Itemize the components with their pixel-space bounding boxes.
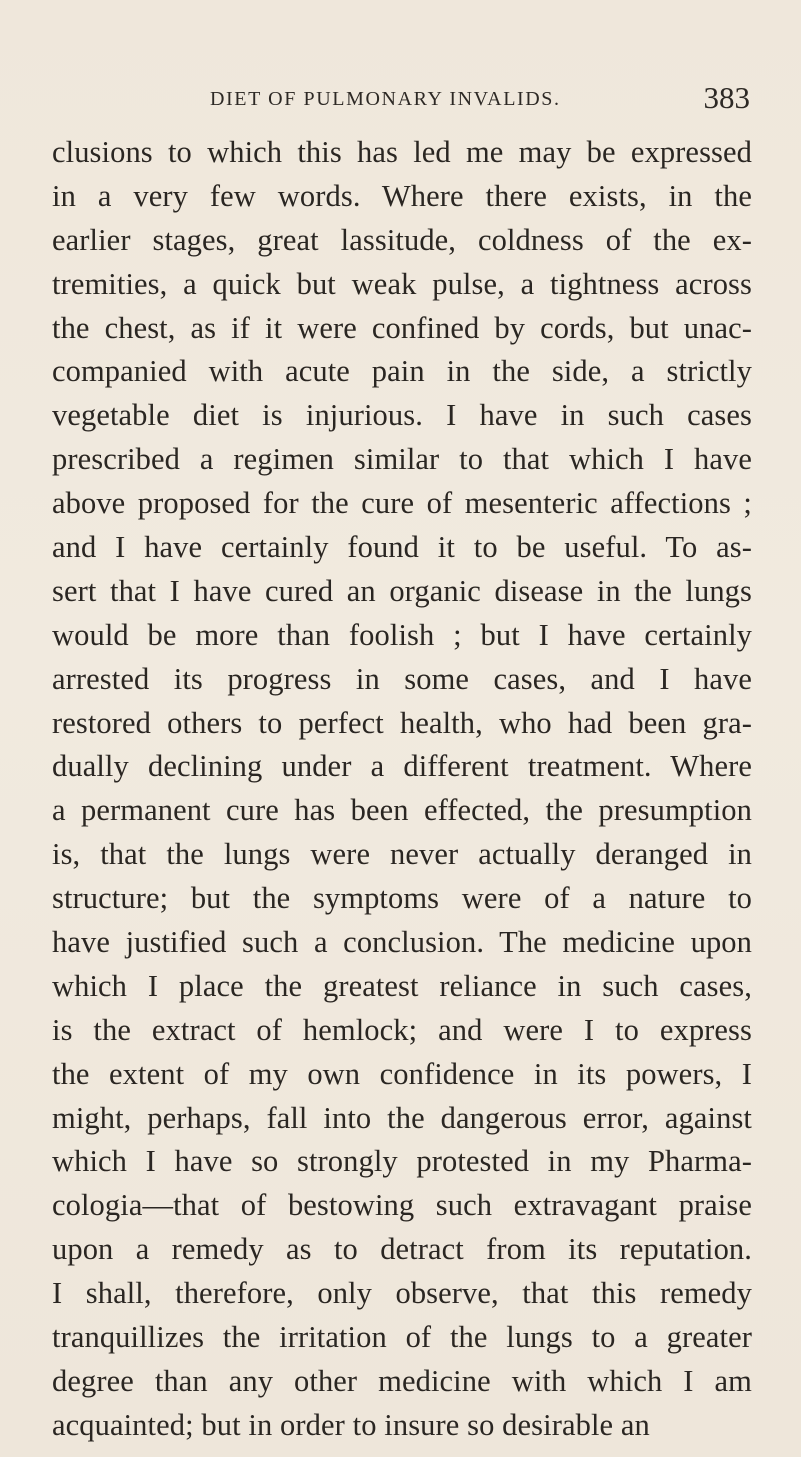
page-number: 383 — [703, 80, 750, 115]
text-line: which I have so strongly protested in my Pharma- — [52, 1144, 752, 1179]
text-line: and I have certainly found it to be useful. To as- — [52, 530, 752, 565]
text-line: tremities, a quick but weak pulse, a tightness across — [52, 266, 752, 301]
text-line: upon a remedy as to detract from its reputation. — [52, 1232, 752, 1267]
text-line: which I place the greatest reliance in such cases, — [52, 968, 752, 1003]
text-line: the extent of my own confidence in its powers, I — [52, 1056, 752, 1091]
text-line: tranquillizes the irritation of the lungs to a greater — [52, 1320, 752, 1355]
text-line: dually declining under a different treatment. Where — [52, 749, 752, 784]
text-line: acquainted; but in order to insure so desirable an — [52, 1407, 650, 1442]
text-line: sert that I have cured an organic disease in the lungs — [52, 573, 752, 608]
text-line: restored others to perfect health, who had been gra- — [52, 705, 752, 740]
text-line: companied with acute pain in the side, a strictly — [52, 354, 752, 389]
text-line: I shall, therefore, only observe, that this remedy — [52, 1276, 752, 1311]
text-line: arrested its progress in some cases, and I have — [52, 661, 752, 696]
text-line: earlier stages, great lassitude, coldness of the ex- — [52, 222, 752, 257]
body-text — [52, 131, 752, 1448]
text-line: might, perhaps, fall into the dangerous error, against — [52, 1100, 752, 1135]
text-line: have justified such a conclusion. The medicine upon — [52, 925, 752, 960]
text-line: is the extract of hemlock; and were I to express — [52, 1012, 752, 1047]
text-line: a permanent cure has been effected, the presumption — [52, 793, 752, 828]
text-line: cologia—that of bestowing such extravagant praise — [52, 1188, 752, 1223]
running-head — [210, 80, 750, 126]
text-line: structure; but the symptoms were of a nature to — [52, 881, 752, 916]
running-title: DIET OF PULMONARY INVALIDS. — [210, 88, 561, 110]
text-line: degree than any other medicine with which I am — [52, 1363, 752, 1398]
text-line: the chest, as if it were confined by cords, but unac- — [52, 310, 752, 345]
text-line: clusions to which this has led me may be expressed — [52, 135, 752, 169]
text-line: vegetable diet is injurious. I have in such cases — [52, 398, 752, 433]
text-line: in a very few words. Where there exists, in the — [52, 178, 752, 213]
text-line: would be more than foolish ; but I have certainly — [52, 617, 752, 652]
text-line: is, that the lungs were never actually deranged in — [52, 837, 752, 872]
text-line: prescribed a regimen similar to that which I have — [52, 442, 752, 477]
text-line: above proposed for the cure of mesenteric affections ; — [52, 486, 752, 521]
